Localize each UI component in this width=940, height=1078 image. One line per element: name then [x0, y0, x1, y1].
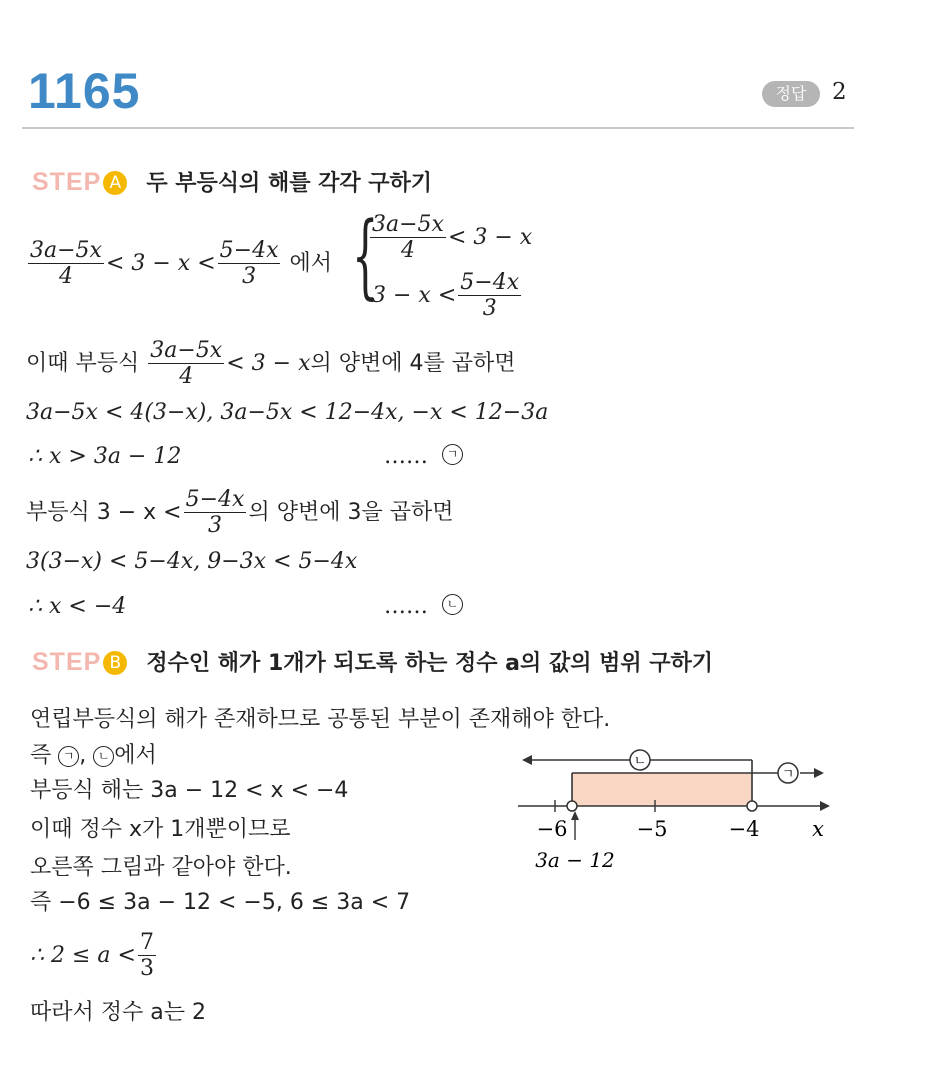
mark-nieun-1: ㄴ [442, 594, 463, 615]
arrow-right-icon [814, 768, 824, 778]
tick-label-neg6: −6 [536, 817, 568, 841]
answer-badge: 정답 [762, 81, 820, 107]
mark-giyeok-1: ㄱ [442, 444, 463, 465]
frac-1: $\frac{3a-5x}{4}$ [30, 238, 102, 290]
step-a-label: STEP [32, 168, 102, 196]
pointer-arrow-icon [571, 811, 579, 820]
label-3a-minus-12: 3a − 12 [535, 848, 615, 872]
system-brace: { [352, 202, 379, 309]
step-b-badge: B [103, 651, 127, 675]
axis-arrow-icon [820, 801, 830, 811]
step-b-heading [32, 646, 713, 677]
line-1: $\frac{3a-5x}{4}$ < 3 − x < $\frac{5-4x}{3}$ 에서 [30, 238, 332, 290]
line-5: 부등식 3 − x < $\frac{5-4x}{3}$ 의 양변에 3을 곱하면 [26, 487, 454, 539]
line-7-dots: …… [384, 594, 428, 619]
line-3: 3a−5x < 4(3−x), 3a−5x < 12−4x, −x < 12−3a [26, 400, 549, 425]
b-line-1: 연립부등식의 해가 존재하므로 공통된 부분이 존재해야 한다. [30, 707, 611, 732]
tick-label-neg4: −4 [728, 817, 760, 841]
step-a-badge: A [103, 171, 127, 195]
line-7: ∴ x < −4 [28, 594, 127, 619]
shaded-region [572, 773, 752, 806]
answer-value: 2 [832, 79, 847, 105]
step-a-title: 두 부등식의 해를 각각 구하기 [146, 171, 433, 196]
b-line-2: 즉 ㄱ , ㄴ 에서 [30, 743, 157, 768]
step-b-label: STEP [32, 648, 102, 676]
number-line-diagram [500, 740, 860, 880]
open-dot-right [747, 801, 757, 811]
system-line-2: 3 − x < $\frac{5-4x}{3}$ [372, 270, 520, 322]
b-line-8: 따라서 정수 a는 2 [30, 1000, 206, 1025]
mark-nieun-top: ㄴ [633, 754, 647, 769]
step-a-heading [32, 166, 432, 197]
b-line-7: ∴ 2 ≤ a < $\frac{7}{3}$ [30, 930, 154, 982]
mark-giyeok-right: ㄱ [781, 767, 795, 782]
system-line-1: $\frac{3a-5x}{4}$ < 3 − x [372, 212, 533, 264]
tick-label-neg5: −5 [636, 817, 668, 841]
b-line-4: 이때 정수 x가 1개뿐이므로 [30, 817, 291, 842]
b-line-6: 즉 −6 ≤ 3a − 12 < −5, 6 ≤ 3a < 7 [30, 890, 411, 915]
line-4-dots: …… [384, 444, 428, 469]
header-rule [22, 127, 854, 129]
line-2: 이때 부등식 $\frac{3a-5x}{4}$ < 3 − x의 양변에 4를 곱하면 [26, 338, 516, 390]
b-line-3: 부등식 해는 3a − 12 < x < −4 [30, 778, 349, 803]
step-b-title: 정수인 해가 1개가 되도록 하는 정수 a의 값의 범위 구하기 [146, 651, 714, 676]
problem-number: 1165 [28, 63, 141, 119]
line-6: 3(3−x) < 5−4x, 9−3x < 5−4x [26, 549, 358, 574]
axis-label-x: x [812, 817, 824, 841]
arrow-left-icon [522, 755, 532, 765]
b-line-5: 오른쪽 그림과 같아야 한다. [30, 855, 292, 880]
line-4: ∴ x > 3a − 12 [28, 444, 182, 469]
open-dot-left [567, 801, 577, 811]
